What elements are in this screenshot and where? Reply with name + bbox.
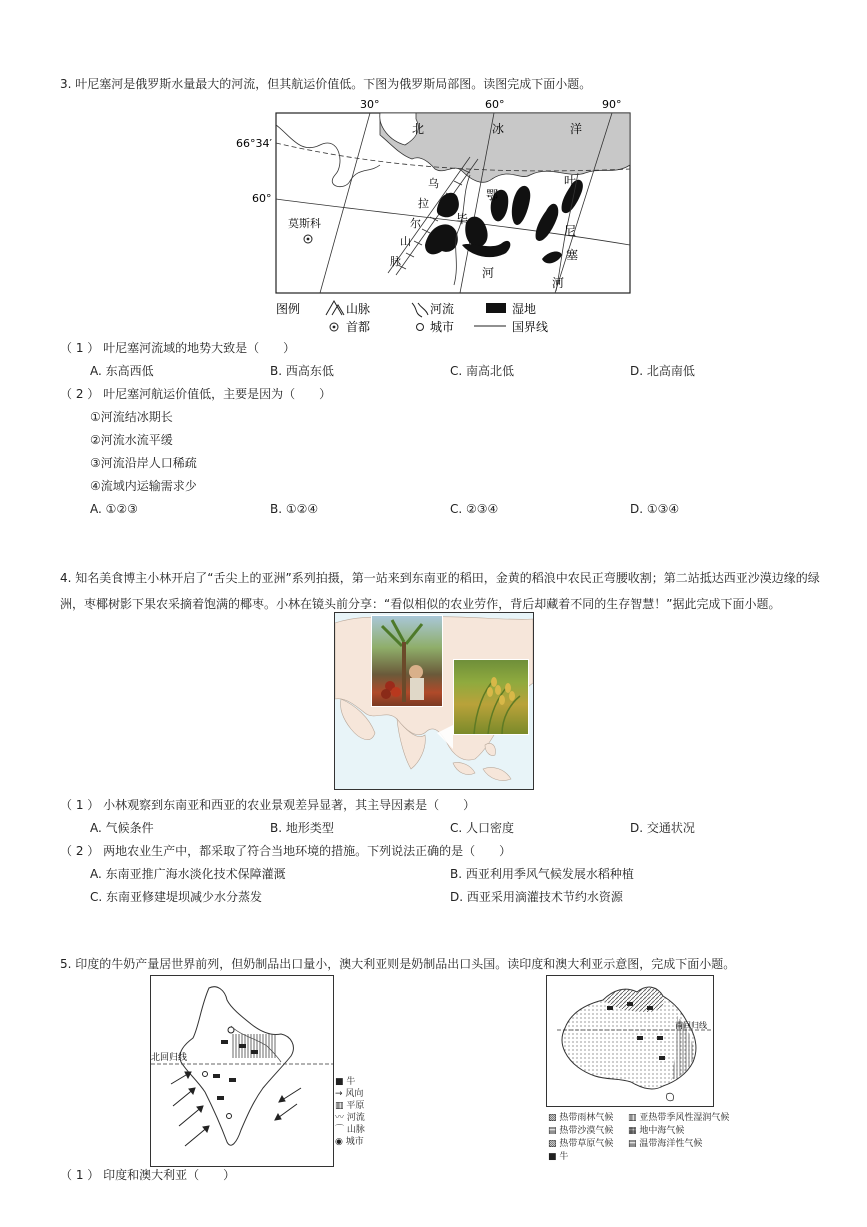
q5-sub1-stem: （ 1 ） 印度和澳大利亚（ ） xyxy=(60,1168,236,1182)
date-palm-photo xyxy=(371,615,443,707)
india-legend-mountain: ⌒ 山脉 xyxy=(335,1125,365,1135)
india-city-icon-2 xyxy=(227,1114,232,1119)
lat-label-60: 60° xyxy=(252,192,272,205)
q3-sub2-option-b[interactable]: B. ①②④ xyxy=(270,502,319,516)
wetland-legend-icon xyxy=(486,303,506,313)
q4-sub2-option-c[interactable]: C. 东南亚修建堤坝减少水分蒸发 xyxy=(90,890,263,904)
plain-hatch xyxy=(231,1034,277,1058)
q4-sub1-option-a[interactable]: A. 气候条件 xyxy=(90,821,154,835)
ural-char-3: 尔 xyxy=(410,217,421,230)
q3-sub1-option-a[interactable]: A. 东高西低 xyxy=(90,364,154,378)
aus-legend-cattle: ■ 牛 xyxy=(548,1152,569,1162)
q4-sub1-option-d[interactable]: D. 交通状况 xyxy=(630,821,695,835)
legend-title: 图例 xyxy=(276,302,301,316)
sea-char-2: 冰 xyxy=(492,122,505,136)
lon-label-30: 30° xyxy=(360,98,380,111)
q4-stem: 4. 知名美食博主小林开启了“舌尖上的亚洲”系列拍摄，第一站来到东南亚的稻田，金黄的稻浪中农民正弯腰收割；第二站抵达西亚沙漠边缘的绿洲，枣椰树影下果农采摘着饱满的椰枣。小林在镜头前分享：“看似相似的农业劳作，背后却藏着不同的生存智慧！”据此完成下面小题。 xyxy=(60,571,820,611)
ural-char-4: 山 xyxy=(400,235,411,248)
australia-tropic-label: 南回归线 xyxy=(675,1021,707,1030)
q3-sub1-option-b[interactable]: B. 西高东低 xyxy=(270,364,334,378)
q3-stem: 3. 叶尼塞河是俄罗斯水量最大的河流，但其航运价值低。下图为俄罗斯局部图。读图完成下面小题。 xyxy=(60,77,592,91)
q3-sub2-option-a[interactable]: A. ①②③ xyxy=(90,502,138,516)
q4-sub1-option-c[interactable]: C. 人口密度 xyxy=(450,821,515,835)
q4-sub1-option-b[interactable]: B. 地形类型 xyxy=(270,821,334,835)
ob-char-1: 鄂 xyxy=(486,188,499,202)
q3-sub2-option-d[interactable]: D. ①③④ xyxy=(630,502,680,516)
q5-stem: 5. 印度的牛奶产量居世界前列，但奶制品出口量小，澳大利亚则是奶制品出口头国。读印度和澳大利亚示意图，完成下面小题。 xyxy=(60,957,736,971)
india-outline xyxy=(180,987,293,1145)
q3-sub2-item-1: ①河流结冰期长 xyxy=(90,410,173,424)
aus-legend-oceanic: ▤ 温带海洋性气候 xyxy=(628,1139,703,1149)
q4-sub2-stem: （ 2 ） 两地农业生产中，都采取了符合当地环境的措施。下列说法正确的是（ ） xyxy=(60,844,512,858)
ural-char-1: 乌 xyxy=(428,177,439,190)
capital-legend-dot xyxy=(333,326,336,329)
q3-sub2-option-c[interactable]: C. ②③④ xyxy=(450,502,499,516)
moscow-capital-dot xyxy=(307,238,310,241)
lon-label-90: 90° xyxy=(602,98,622,111)
q4-sub2-option-b[interactable]: B. 西亚利用季风气候发展水稻种植 xyxy=(450,867,634,881)
ob-char-3: 河 xyxy=(482,266,495,280)
yenisei-char-3: 塞 xyxy=(566,248,579,262)
legend-city: 城市 xyxy=(430,320,455,334)
q3-sub2-item-3: ③河流沿岸人口稀疏 xyxy=(90,456,197,470)
ob-char-2: 毕 xyxy=(456,212,469,226)
lat-label-arctic: 66°34′ xyxy=(236,137,272,150)
australia-map xyxy=(546,975,714,1107)
yenisei-char-4: 河 xyxy=(552,276,565,290)
india-legend xyxy=(335,1076,395,1148)
ural-char-2: 拉 xyxy=(418,197,429,210)
legend-capital: 首都 xyxy=(346,320,371,334)
india-city-icon xyxy=(203,1072,208,1077)
legend-wetland: 湿地 xyxy=(512,302,537,316)
australia-legend xyxy=(548,1112,738,1164)
india-legend-wind: → 风向 xyxy=(335,1089,364,1099)
moscow-label: 莫斯科 xyxy=(288,217,321,230)
asia-map-figure xyxy=(334,612,534,790)
ural-char-5: 脉 xyxy=(390,255,401,268)
q4-sub1-stem: （ 1 ） 小林观察到东南亚和西亚的农业景观差异显著，其主导因素是（ ） xyxy=(60,798,476,812)
q3-sub2-item-4: ④流域内运输需求少 xyxy=(90,479,197,493)
india-legend-plain: ▥ 平原 xyxy=(335,1101,365,1111)
aus-legend-savanna: ▧ 热带草原气候 xyxy=(548,1139,614,1149)
aus-legend-rainforest: ▨ 热带雨林气候 xyxy=(548,1113,614,1123)
city-legend-icon xyxy=(417,324,424,331)
india-map xyxy=(150,975,365,1167)
india-legend-city: ◉ 城市 xyxy=(335,1137,364,1147)
india-legend-river: 〰 河流 xyxy=(335,1113,365,1123)
legend-river: 河流 xyxy=(430,302,455,316)
q3-sub1-option-c[interactable]: C. 南高北低 xyxy=(450,364,515,378)
india-legend-cattle: ■ 牛 xyxy=(335,1077,356,1087)
aus-legend-subtropical: ▥ 亚热带季风性湿润气候 xyxy=(628,1113,730,1123)
tasmania xyxy=(666,1093,673,1101)
q3-sub1-option-d[interactable]: D. 北高南低 xyxy=(630,364,695,378)
sea-char-3: 洋 xyxy=(570,122,583,136)
q4-sub2-option-a[interactable]: A. 东南亚推广海水淡化技术保障灌溉 xyxy=(90,867,286,881)
russia-map xyxy=(230,95,640,335)
q3-sub1-stem: （ 1 ） 叶尼塞河流域的地势大致是（ ） xyxy=(60,341,296,355)
rice-paddy-photo xyxy=(453,659,529,735)
legend-border: 国界线 xyxy=(512,320,549,334)
lon-label-60: 60° xyxy=(485,98,505,111)
legend-mountain: 山脉 xyxy=(346,302,371,316)
river-legend-icon xyxy=(412,303,428,317)
aus-legend-desert: ▤ 热带沙漠气候 xyxy=(548,1126,614,1136)
q3-sub2-stem: （ 2 ） 叶尼塞河航运价值低，主要是因为（ ） xyxy=(60,387,332,401)
mountain-legend-icon xyxy=(326,301,344,315)
yenisei-char-1: 叶 xyxy=(564,174,577,188)
sea-char-1: 北 xyxy=(412,122,425,136)
india-tropic-label: 北回归线 xyxy=(151,1053,188,1063)
q3-sub2-item-2: ②河流水流平缓 xyxy=(90,433,173,447)
yenisei-char-2: 尼 xyxy=(564,224,577,238)
q4-sub2-option-d[interactable]: D. 西亚采用滴灌技术节约水资源 xyxy=(450,890,623,904)
aus-legend-mediterranean: ▦ 地中海气候 xyxy=(628,1126,685,1136)
